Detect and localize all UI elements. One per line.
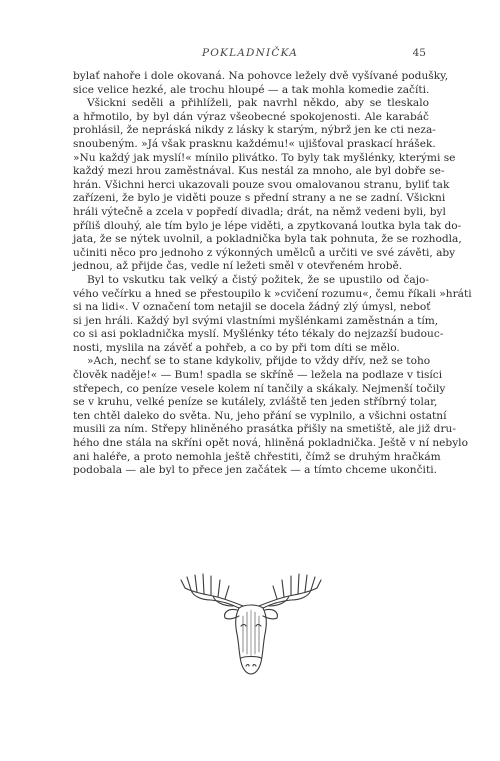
- text-line: příliš dlouhý, ale tím bylo je lépe viděti, a zpytkovaná loutka byla tak do-: [73, 219, 462, 232]
- text-line: se v kruhu, velké peníze se kutálely, zvláště ten jeden stříbrný tolar,: [73, 396, 438, 409]
- text-line: bylať nahoře i dole okovaná. Na pohovce ležely dvě vyšívané podušky,: [73, 70, 449, 82]
- text-line: Všickni seděli a přihlíželi, pak navrhl někdo, aby se tleskalo: [87, 97, 429, 110]
- body-text: [73, 70, 472, 478]
- text-line: každý mezi hrou zaměstnával. Kus nestál za mnoho, ale byl dobře se-: [73, 165, 445, 178]
- text-line: ani haléře, a proto nemohla ještě chřestiti, čímž se druhým hračkám: [73, 450, 441, 463]
- text-line: střepech, co peníze vesele kolem ní tančily a skákaly. Nejmenší točily: [73, 382, 446, 395]
- text-line: musili za ním. Střepy hliněného prasátka přišly na smetiště, ale již dru-: [73, 423, 456, 436]
- text-line: a hřmotilo, by byl dán výraz všeobecné spokojenosti. Ale karabáč: [73, 110, 429, 123]
- text-line: hrán. Všichni herci ukazovali pouze svou omalovanou stranu, byliť tak: [73, 178, 450, 191]
- text-line: snoubeným. »Já však prasknu každému!« ujišťoval praskací hrášek.: [73, 137, 436, 150]
- text-line: ten chtěl daleko do světa. Nu, jeho přání se vyplnilo, a všichni ostatní: [73, 409, 447, 422]
- text-line: Byl to vskutku tak velký a čistý požitek, že se upustilo od čajo-: [87, 273, 429, 286]
- text-line: »Ach, nechť se to stane kdykoliv, přijde to vždy dřív, než se toho: [87, 355, 431, 368]
- text-line: co si asi pokladnička myslí. Myšlénky této tékaly do nejzazší budouc-: [73, 328, 444, 341]
- text-line: podobala — ale byl to přece jen začátek — a tímto chceme ukončiti.: [73, 464, 437, 477]
- text-line: si na lidi«. V označení tom netajil se docela žádný zlý úmysl, neboť: [73, 301, 431, 314]
- text-line: vého večírku a hned se přestoupilo k »cvičení rozumu«, čemu říkali »hráti: [73, 287, 472, 300]
- text-line: hráli výtečně a zcela v popředí divadla; drát, na němž vedeni byli, byl: [73, 205, 446, 218]
- text-line: »Nu každý jak myslí!« mínilo plivátko. To byly tak myšlénky, kterými se: [73, 151, 456, 164]
- running-title: POKLADNIČKA: [201, 47, 299, 59]
- running-head: [0, 47, 500, 63]
- text-line: nosti, myslila na závěť a pohřeb, a co by při tom díti se mělo.: [73, 341, 400, 354]
- moose-head-icon: [177, 566, 325, 678]
- text-line: zařízeni, že bylo je viděti pouze s přední strany a ne se zadní. Všickni: [73, 192, 446, 205]
- text-line: hého dne stála na skříni opět nová, hliněná pokladnička. Ještě v ní nebylo: [73, 437, 468, 450]
- text-line: si jen hráli. Každý byl svými vlastními myšlénkami zaměstnán a tím,: [73, 314, 439, 327]
- page-number: 45: [412, 47, 426, 59]
- text-line: jednou, až přijde čas, vedle ní ležeti směl v otevřeném hrobě.: [73, 260, 403, 273]
- text-line: sice velice hezké, ale trochu hloupé — a tak mohla komedie začíti.: [73, 83, 430, 96]
- text-line: prohlásil, že nepráská nikdy z lásky k starým, nýbrž jen ke cti neza-: [73, 124, 436, 137]
- text-line: člověk naděje!« — Bum! spadla se skříně — ležela na podlaze v tisíci: [73, 369, 443, 382]
- text-line: učiniti něco pro jednoho z výkonných umělců a určiti ve své závěti, aby: [73, 246, 456, 259]
- text-line: jata, že se nýtek uvolnil, a pokladnička byla tak pohnuta, že se rozhodla,: [73, 233, 462, 246]
